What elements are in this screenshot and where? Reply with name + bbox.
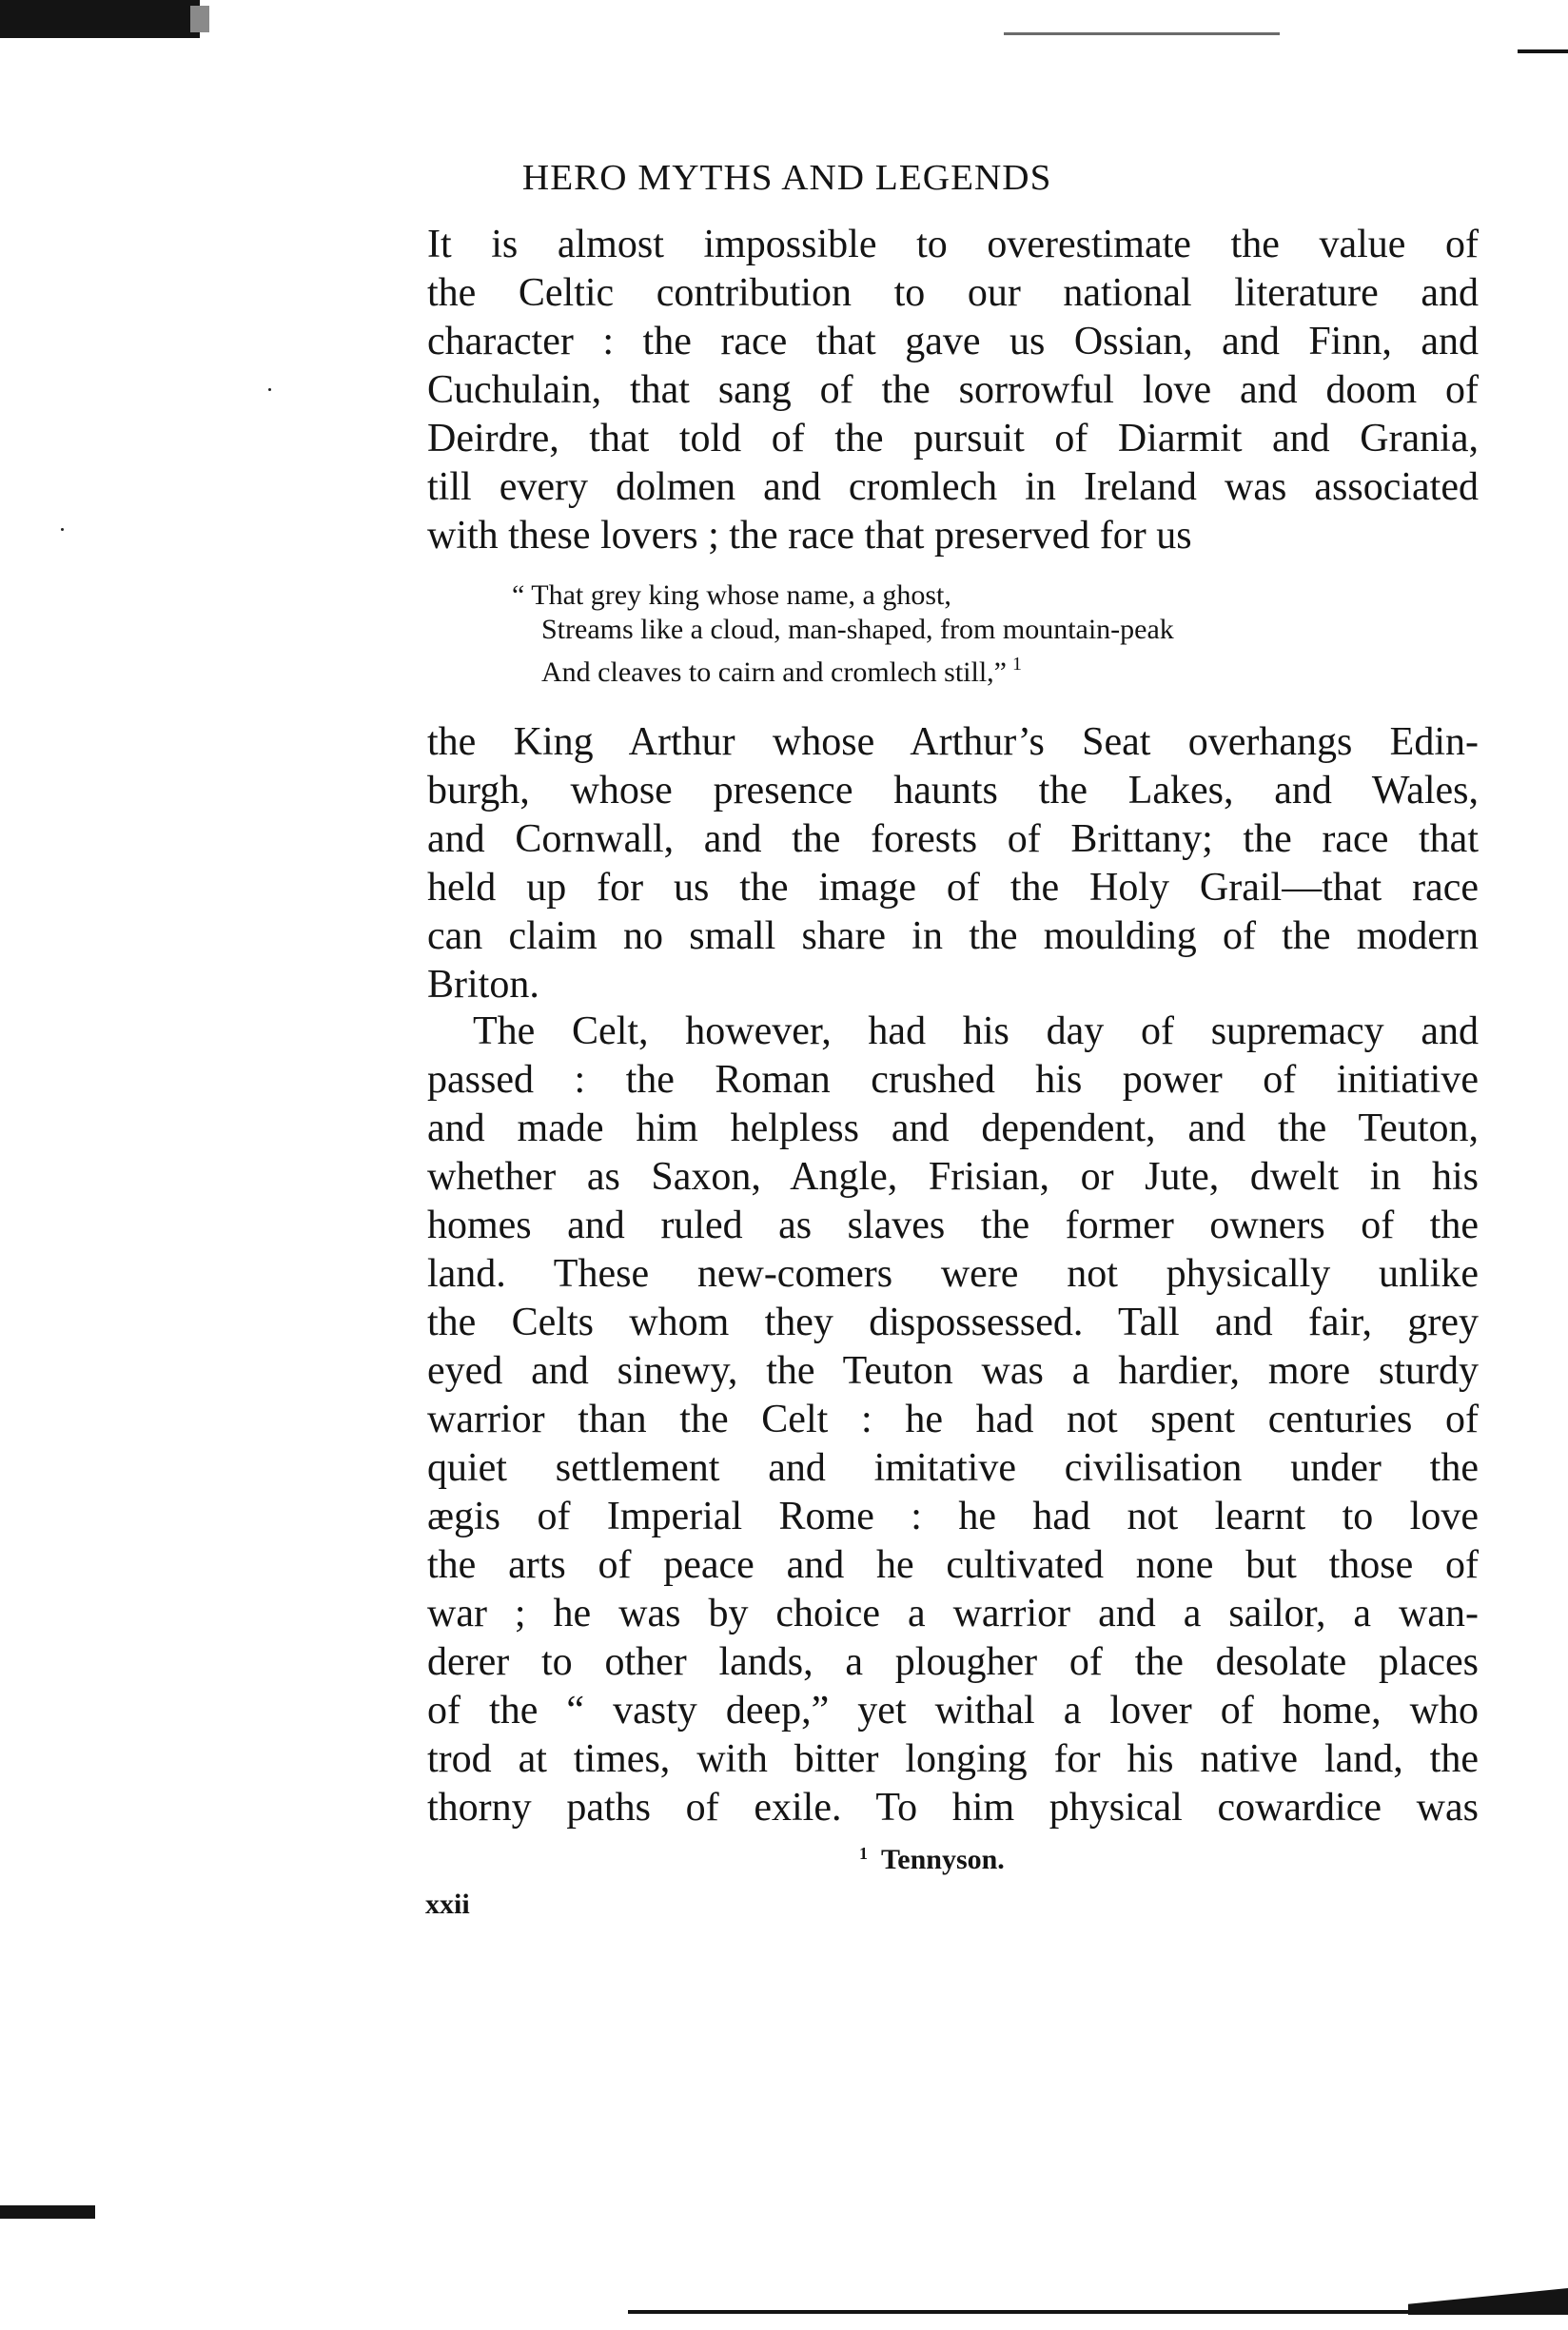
text-line: homes and ruled as slaves the former owners of the xyxy=(427,1204,1479,1247)
text-line: character : the race that gave us Ossian, and Finn, and xyxy=(427,320,1479,363)
scan-speck xyxy=(268,388,271,391)
text-line: burgh, whose presence haunts the Lakes, and Wales, xyxy=(427,769,1479,813)
text-line: the arts of peace and he cultivated none but those of xyxy=(427,1543,1479,1587)
text-line: Deirdre, that told of the pursuit of Diarmit and Grania, xyxy=(427,417,1479,460)
text-line: of the “ vasty deep,” yet withal a lover of home, who xyxy=(427,1689,1479,1733)
text-line: quiet settlement and imitative civilisation under the xyxy=(427,1446,1479,1490)
scan-edge-mark xyxy=(0,2205,95,2219)
text-line: and Cornwall, and the forests of Brittany; the race that xyxy=(427,817,1479,861)
text-line: It is almost impossible to overestimate the value of xyxy=(427,223,1479,266)
text-line: the Celtic contribution to our national literature and xyxy=(427,271,1479,315)
verse-quotation xyxy=(512,578,1387,688)
scan-speck xyxy=(61,528,64,531)
text-line: ægis of Imperial Rome : he had not learnt to love xyxy=(427,1495,1479,1538)
scan-edge-mark xyxy=(1004,32,1280,35)
verse-line-text: And cleaves to cairn and cromlech still,” xyxy=(541,656,1007,688)
footnote-text: Tennyson. xyxy=(881,1844,1005,1875)
text-line: the King Arthur whose Arthur’s Seat overhangs Edin- xyxy=(427,720,1479,764)
footnote-marker: 1 xyxy=(859,1844,868,1863)
running-header-title: HERO MYTHS AND LEGENDS xyxy=(521,158,1052,198)
text-line: trod at times, with bitter longing for his native land, the xyxy=(427,1737,1479,1781)
text-line: passed : the Roman crushed his power of initiative xyxy=(427,1058,1479,1102)
text-line: Briton. xyxy=(427,963,539,1007)
paragraph-3 xyxy=(427,1008,1479,1832)
text-line: held up for us the image of the Holy Grail—that race xyxy=(427,866,1479,910)
scan-edge-mark xyxy=(1518,49,1568,53)
scan-edge-mark xyxy=(1408,2288,1568,2315)
text-line: the Celts whom they dispossessed. Tall and fair, grey xyxy=(427,1301,1479,1344)
text-line: warrior than the Celt : he had not spent centuries of xyxy=(427,1398,1479,1441)
paragraph-1 xyxy=(427,221,1479,560)
text-line: till every dolmen and cromlech in Ireland was associated xyxy=(427,465,1479,509)
verse-line xyxy=(512,647,1387,688)
text-line: and made him helpless and dependent, and the Teuton, xyxy=(427,1106,1479,1150)
text-line: whether as Saxon, Angle, Frisian, or Jute, dwelt in his xyxy=(427,1155,1479,1199)
text-line: Cuchulain, that sang of the sorrowful love and doom of xyxy=(427,368,1479,412)
text-line: land. These new-comers were not physically unlike xyxy=(427,1252,1479,1296)
paragraph-2 xyxy=(427,718,1479,1009)
text-line: derer to other lands, a plougher of the desolate places xyxy=(427,1640,1479,1684)
text-line: thorny paths of exile. To him physical cowardice was xyxy=(427,1786,1479,1830)
page-number: xxii xyxy=(425,1889,470,1920)
footnote xyxy=(859,1844,1005,1876)
text-line: with these lovers ; the race that preserved for us xyxy=(427,514,1192,558)
running-header xyxy=(264,160,1310,196)
scan-edge-mark xyxy=(0,0,200,38)
text-line: can claim no small share in the moulding of the modern xyxy=(427,914,1479,958)
text-line: The Celt, however, had his day of supremacy and xyxy=(473,1009,1479,1053)
verse-line: “ That grey king whose name, a ghost, xyxy=(512,579,951,611)
footnote-reference: 1 xyxy=(1011,654,1022,675)
verse-line: Streams like a cloud, man-shaped, from mountain-peak xyxy=(541,614,1174,645)
scan-edge-mark xyxy=(628,2310,1484,2314)
text-line: eyed and sinewy, the Teuton was a hardier, more sturdy xyxy=(427,1349,1479,1393)
text-line: war ; he was by choice a warrior and a sailor, a wan- xyxy=(427,1592,1479,1635)
